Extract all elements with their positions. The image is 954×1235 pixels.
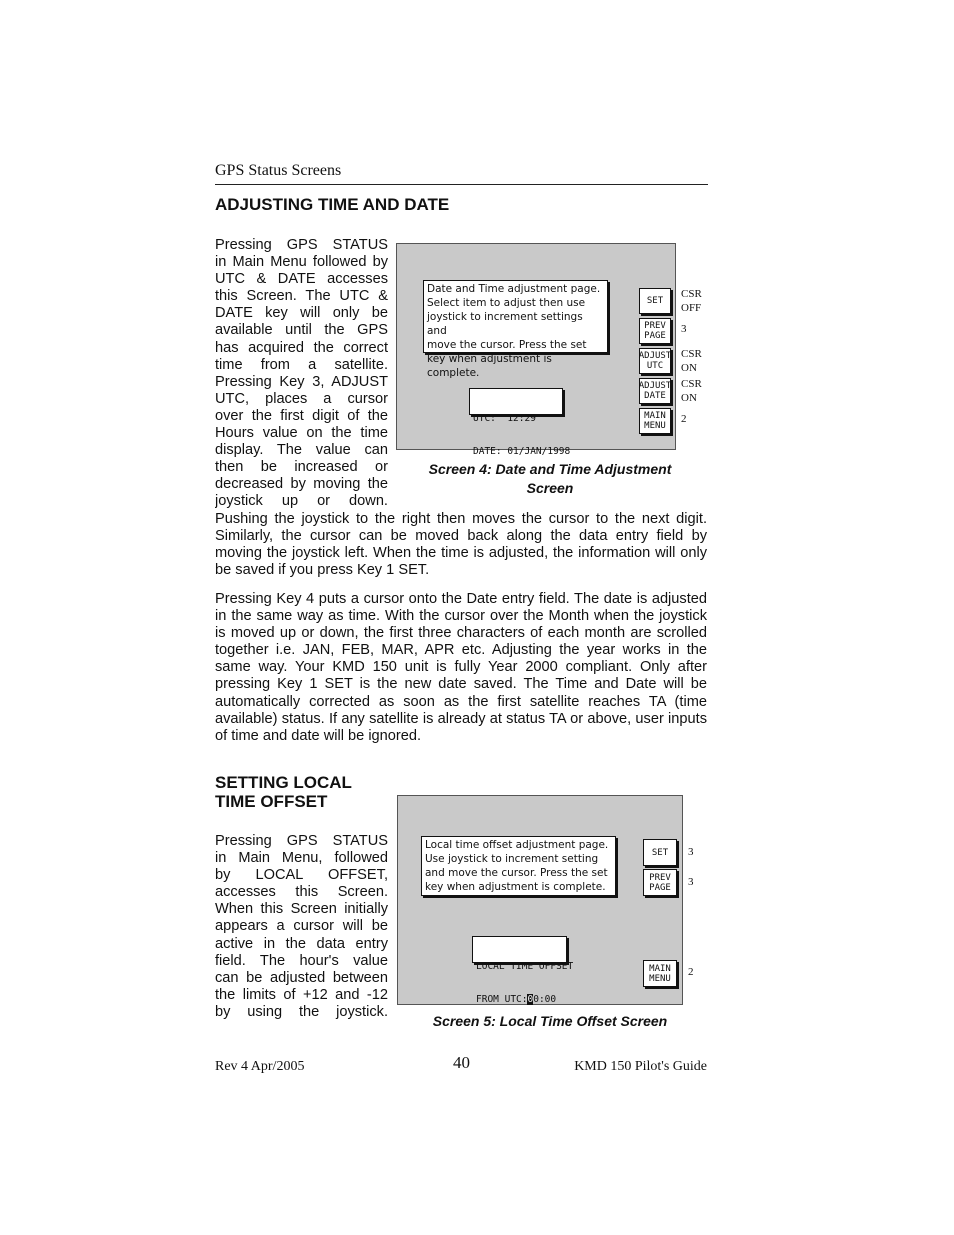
key-label: PAGE [649, 882, 671, 893]
heading-line: TIME OFFSET [215, 792, 328, 811]
text-line: active in the data entry [215, 935, 388, 952]
set-button[interactable] [639, 288, 671, 314]
footer-revision: Rev 4 Apr/2005 [215, 1059, 305, 1074]
prev-page-button[interactable] [639, 318, 671, 344]
text-line: Pressing Key 3, ADJUST [215, 373, 388, 390]
key-label: MAIN [644, 411, 666, 421]
offset-value-row [476, 994, 563, 1005]
screen5-caption: Screen 5: Local Time Offset Screen [432, 1013, 668, 1029]
footer-guide-title: KMD 150 Pilot's Guide [574, 1059, 707, 1074]
text-line: UTC & DATE accesses [215, 271, 388, 288]
utc-date-field[interactable] [469, 388, 571, 457]
text-line: by LOCAL OFFSET, [215, 867, 388, 884]
message-line: Use joystick to increment setting [425, 853, 599, 865]
key-label: ADJUST [638, 351, 672, 361]
text-line: Pressing GPS STATUS [215, 237, 388, 253]
screen-date-time-adjustment [396, 243, 676, 457]
main-menu-button[interactable] [643, 960, 677, 987]
set-button[interactable] [643, 839, 677, 866]
header-rule [215, 184, 708, 185]
text-line: field. The hour's value [215, 952, 388, 969]
section1-paragraph-continued: Pushing the joystick to the right then moves the cursor to the next digit. Similarly, the cursor can be moved back along the data entry field by moving the joystick left. When the time is adjusted, the information will only be saved if you press Key 1 SET. [215, 511, 707, 579]
key-label: ADJUST [638, 381, 672, 391]
key1-function-label: 3 [688, 846, 694, 858]
message-box [423, 280, 608, 379]
text-line: available until the GPS [215, 322, 388, 339]
message-line: Select item to adjust then use [427, 297, 586, 309]
message-line: and move the cursor. Press the set [425, 867, 608, 879]
message-box [421, 836, 616, 896]
adjust-date-button[interactable] [639, 378, 671, 404]
message-line: joystick to increment settings and [427, 311, 583, 337]
key4-function-label: CSR ON [681, 378, 702, 404]
text-line: then be increased or [215, 459, 388, 476]
text-line: over the first digit of the [215, 407, 388, 424]
message-line: key when adjustment is complete. [427, 353, 552, 379]
message-line: key when adjustment is complete. [425, 881, 606, 893]
section2-intro [215, 833, 388, 1021]
key-label: PREV [644, 321, 666, 331]
text-line: this Screen. The UTC & [215, 288, 388, 305]
key-label: SET [646, 296, 664, 306]
main-menu-button[interactable] [639, 408, 671, 434]
key-label: MENU [644, 421, 666, 431]
offset-prefix: FROM UTC: [476, 994, 528, 1005]
text-line: the limits of +12 and -12 [215, 986, 388, 1003]
text-line: When this Screen initially [215, 901, 388, 918]
prev-page-button[interactable] [643, 869, 677, 896]
key1-function-label: CSR OFF [681, 288, 702, 314]
text-line: decreased by moving the [215, 476, 388, 493]
text-line: DATE key will only be [215, 305, 388, 322]
message-line: Date and Time adjustment page. [427, 283, 601, 295]
text-line: has acquired the correct [215, 339, 388, 356]
heading-line: SETTING LOCAL [215, 773, 352, 792]
cursor-digit[interactable]: 0 [527, 994, 534, 1005]
text-line: in Main Menu, followed [215, 850, 388, 867]
key-label: PAGE [644, 331, 666, 341]
local-offset-field[interactable] [472, 936, 574, 1005]
key-label: SET [651, 847, 669, 858]
text-line: in Main Menu followed by [215, 254, 388, 271]
text-line: time from a satellite. [215, 356, 388, 373]
text-line: appears a cursor will be [215, 918, 388, 935]
text-line: joystick up or down. [215, 493, 388, 510]
text-line: Pressing GPS STATUS [215, 833, 388, 849]
key-label: MENU [649, 973, 671, 984]
message-line: move the cursor. Press the set [427, 339, 587, 351]
section-heading-time-date: ADJUSTING TIME AND DATE [215, 195, 450, 214]
key-label: MAIN [649, 963, 671, 974]
key5-function-label: 2 [688, 966, 694, 978]
key-label: UTC [646, 361, 664, 371]
key-label: PREV [649, 872, 671, 883]
text-line: display. The value can [215, 442, 388, 459]
offset-label: LOCAL TIME OFFSET [476, 961, 574, 972]
offset-suffix: 0:00 [533, 994, 557, 1005]
section-heading-local-offset [215, 773, 352, 811]
text-line: by using the joystick. [215, 1003, 388, 1020]
screen4-caption [400, 460, 700, 498]
date-value: DATE: 01/JAN/1998 [473, 446, 571, 457]
text-line: Hours value on the time [215, 425, 388, 442]
key-label: DATE [644, 391, 666, 401]
key2-function-label: 3 [688, 876, 694, 888]
caption-line: Screen [526, 480, 574, 496]
key2-function-label: 3 [681, 323, 687, 335]
adjust-utc-button[interactable] [639, 348, 671, 374]
text-line: can be adjusted between [215, 969, 388, 986]
caption-line: Screen 4: Date and Time Adjustment [428, 461, 672, 477]
key5-function-label: 2 [681, 413, 687, 425]
key3-function-label: CSR ON [681, 348, 702, 374]
text-line: UTC, places a cursor [215, 390, 388, 407]
section1-paragraph-2: Pressing Key 4 puts a cursor onto the Date entry field. The date is adjusted in the same way as time. With the cursor over the Month when the joystick is moved up or down, the first three characters of each month are scrolled together i.e. JAN, FEB, MAR, APR etc. Adjusting the year works in the same way. Your KMD 150 unit is fully Year 2000 compliant. Only after pressing Key 1 SET is the new date saved. The Time and Date will be automatically corrected as soon as the first satellite reaches TA (time available) status. If any satellite is already at status TA or above, user inputs of time and date will be ignored. [215, 591, 707, 744]
section1-intro [215, 237, 388, 511]
running-header: GPS Status Screens [215, 162, 342, 179]
message-line: Local time offset adjustment page. [425, 839, 609, 851]
utc-value: UTC: 12:29 [473, 413, 536, 424]
page-number: 40 [453, 1053, 470, 1072]
text-line: accesses this Screen. [215, 884, 388, 901]
screen-local-time-offset [397, 795, 683, 1005]
